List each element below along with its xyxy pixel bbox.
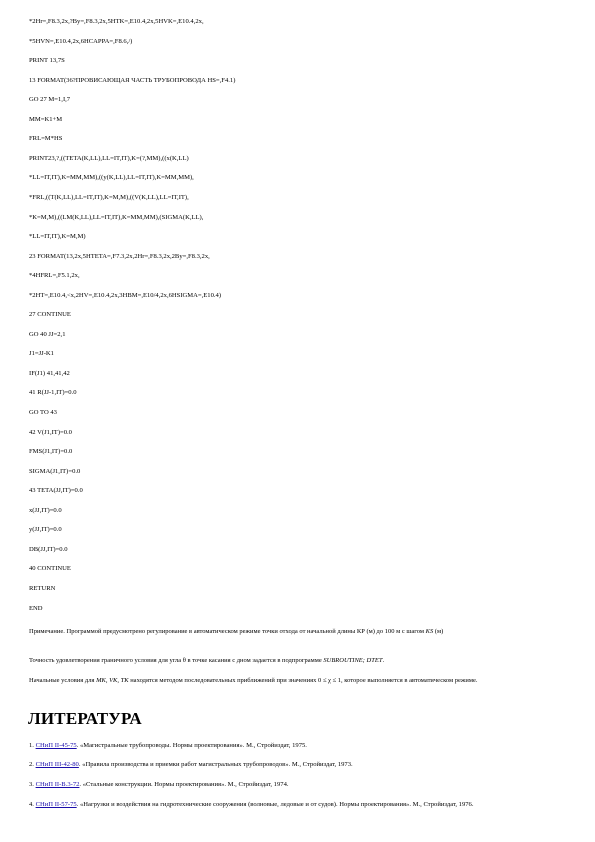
code-line: 27 CONTINUE — [29, 311, 71, 319]
code-line: *2Hr=,F8.3,2x,?By=,F8.3,2x,5HTK=,E10.4,2x,5HVK=,E10.4,2x, — [29, 18, 204, 25]
note-paragraph-3 — [29, 677, 564, 685]
code-line: 41 R(JJ-1,IT)=0.0 — [29, 389, 77, 397]
reference-text: . «Стальные конструкции. Нормы проектирования». М., Стройиздат, 1974. — [79, 781, 289, 788]
note-text: Примечание. Программой предусмотрено регулирование в автоматическом режиме точки отхода от начальной длины КР (м) до 100 м с шагом — [29, 628, 426, 635]
reference-number: 1. — [29, 742, 36, 749]
reference-link-snip-3[interactable]: СНиП II-В.3-72 — [35, 781, 80, 788]
reference-item-2 — [29, 760, 569, 769]
code-line: GO TO 43 — [29, 409, 57, 416]
code-line: IF(J1) 41,41,42 — [29, 369, 70, 377]
code-line: FMS(J1,IT)=0.0 — [29, 448, 73, 456]
code-line: RETURN — [29, 585, 56, 592]
code-line: 40 CONTINUE — [29, 565, 71, 573]
note-text: находятся методом последовательных приближений при значениях 0 ≤ χ ≤ 1, которое выполняется в автоматическом режиме. — [128, 677, 478, 684]
reference-text: . «Нагрузки и воздействия на гидротехнические сооружения (волновые, ледовые и от судов). Нормы проектирования». М., Стройиздат, 1976. — [76, 801, 474, 808]
note-variable: MK, VK, TK — [96, 677, 129, 684]
code-line: *2HT=,E10.4,<x,2HV=,E10.4,2x,3HBM=,E10/4,2x,6HSIGMA=,E10.4) — [29, 291, 222, 299]
code-line: *LL=IT,IT),K=M,M) — [29, 233, 86, 241]
reference-item-3 — [29, 780, 569, 789]
reference-number: 3. — [29, 781, 36, 788]
code-line: J1=JJ-K1 — [29, 350, 54, 358]
note-text: . — [382, 657, 385, 664]
reference-text: . «Правила производства и приемки работ магистральных трубопроводов». М., Стройиздат, 1973. — [78, 761, 353, 768]
note-text: Точность удовлетворения граничного условия для угла θ в точке касания с дном задается в подпрограмме — [29, 657, 324, 664]
code-line: 43 TETA(JJ,IT)=0.0 — [29, 487, 83, 495]
code-line: MM=K1+M — [29, 115, 63, 123]
code-line: FRL=M*HS — [29, 135, 63, 143]
reference-text: . «Магистральные трубопроводы. Нормы проектирования». М., Стройиздат, 1975. — [76, 742, 307, 749]
reference-link-snip-2[interactable]: СНиП III-42-80 — [35, 761, 79, 768]
code-line: PRINT23,?,((TETA(K,LL),LL=IT,IT),K=(?,MM),((x(K,LL) — [29, 154, 189, 162]
code-line: GO 40 JJ=2,1 — [29, 330, 66, 338]
code-line: DB(JJ,IT)=0.0 — [29, 545, 68, 553]
literature-heading: ЛИТЕРАТУРА — [28, 709, 142, 728]
note-paragraph-1 — [29, 628, 564, 636]
code-line: 42 V(J1,IT)=0.0 — [29, 428, 72, 436]
code-line: *5HVN=,E10.4,2x,6HCAPPA=,F8.6,/) — [29, 37, 133, 45]
code-line: GO 27 M=1,I,7 — [29, 96, 71, 104]
code-line: 13 FORMAT(36?ПРОВИСАЮЩАЯ ЧАСТЬ ТРУБОПРОВОДА HS=,F4.1) — [29, 76, 236, 84]
reference-link-snip-4[interactable]: СНиП II-57-75 — [35, 801, 77, 808]
note-variable: KS — [425, 628, 434, 635]
note-text: Начальные условия для — [29, 677, 97, 684]
reference-number: 2. — [29, 761, 36, 768]
code-line: PRINT 13,7S — [29, 57, 65, 65]
note-paragraph-2 — [29, 657, 564, 665]
code-line: x(JJ,IT)=0.0 — [29, 506, 62, 514]
note-text: (м) — [433, 628, 444, 635]
code-line: *LL=IT,IT),K=MM,MM),((y(K,LL),LL=IT,IT),K=MM,MM), — [29, 174, 194, 182]
code-line: END — [29, 604, 43, 612]
reference-number: 4. — [29, 801, 36, 808]
code-line: *4HFRL=,F5.1,2x, — [29, 272, 80, 280]
code-line: *FRL,((T(K,LL),LL=IT,IT),K=M,M),((V(K,LL),LL=IT,IT), — [29, 194, 189, 201]
code-line: y(JJ,IT)=0.0 — [29, 526, 62, 534]
code-line: *K=M,M),((LM(K,LL),LL=IT,IT),K=MM,MM),(SIGMA(K,LL), — [29, 213, 204, 221]
code-line: 23 FORMAT(13,2x,5HTETA=,F7.3,2x,2Hr=,F8.3,2x,2By=,F8.3,2x, — [29, 252, 210, 260]
reference-item-4 — [29, 800, 569, 809]
note-variable: SUBROUTINE; DTET — [323, 657, 383, 664]
reference-link-snip-1[interactable]: СНиП II-45-75 — [35, 742, 77, 749]
code-line: SIGMA(J1,IT)=0.0 — [29, 467, 81, 475]
reference-item-1 — [29, 741, 569, 750]
